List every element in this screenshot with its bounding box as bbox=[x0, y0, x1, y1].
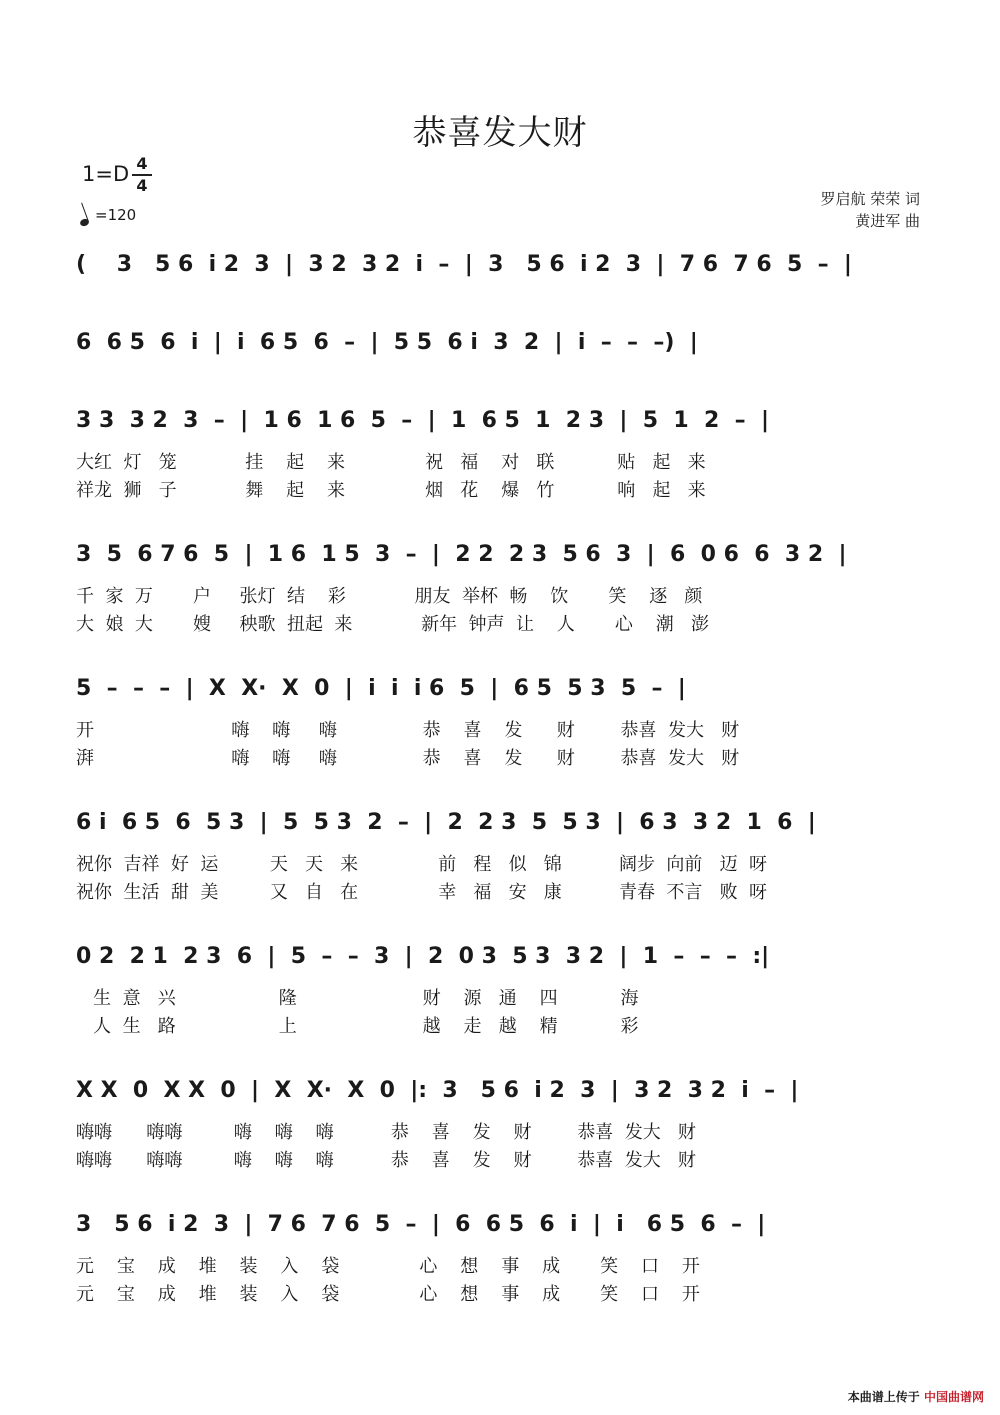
key-signature: 1=D bbox=[82, 162, 130, 186]
lyric-line-1: 千 家 万 户 张灯 结 彩 朋友 举杯 畅 饮 笑 逐 颜 bbox=[76, 586, 703, 607]
meter-top: 4 bbox=[136, 154, 148, 173]
site-logo: 中国曲谱网 bbox=[923, 1390, 984, 1404]
quarter-note-icon bbox=[79, 218, 90, 228]
notation-row: 5 – – – | X X· X 0 | i i i 6 5 | 6 5 5 3 5 – | bbox=[76, 676, 686, 701]
score-title: 恭喜发大财 bbox=[412, 113, 588, 153]
meter-bottom: 4 bbox=[136, 176, 148, 195]
footer-text: 本曲谱上传于 bbox=[847, 1390, 920, 1404]
lyric-line-1: 开 嗨 嗨 嗨 恭 喜 发 财 恭喜 发大 财 bbox=[76, 720, 740, 741]
lyric-line-2: 大 娘 大 嫂 秧歌 扭起 来 新年 钟声 让 人 心 潮 澎 bbox=[76, 614, 709, 635]
lyric-line-2: 湃 嗨 嗨 嗨 恭 喜 发 财 恭喜 发大 财 bbox=[76, 748, 740, 769]
lyric-line-1: 大红 灯 笼 挂 起 来 祝 福 对 联 贴 起 来 bbox=[76, 452, 706, 473]
lyricist-credit: 罗启航 荣荣 词 bbox=[820, 190, 920, 208]
notation-row: 6 i 6 5 6 5 3 | 5 5 3 2 – | 2 2 3 5 5 3 | 6 3 3 2 1 6 | bbox=[76, 810, 816, 835]
lyric-line-2: 嗨嗨 嗨嗨 嗨 嗨 嗨 恭 喜 发 财 恭喜 发大 财 bbox=[76, 1150, 696, 1171]
notation-row: X X 0 X X 0 | X X· X 0 |: 3 5 6 i 2 3 | 3 2 3 2 i – | bbox=[76, 1078, 799, 1103]
notation-row: 3 3 3 2 3 – | 1 6 1 6 5 – | 1 6 5 1 2 3 | 5 1 2 – | bbox=[76, 408, 769, 433]
composer-credit: 黄进军 曲 bbox=[855, 212, 920, 230]
lyric-line-2: 祝你 生活 甜 美 又 自 在 幸 福 安 康 青春 不言 败 呀 bbox=[76, 882, 768, 903]
notation-row: ( 3 5 6 i 2 3 | 3 2 3 2 i – | 3 5 6 i 2 3 | 7 6 7 6 5 – | bbox=[76, 252, 852, 277]
notation-row: 3 5 6 i 2 3 | 7 6 7 6 5 – | 6 6 5 6 i | i 6 5 6 – | bbox=[76, 1212, 766, 1237]
lyric-line-1: 嗨嗨 嗨嗨 嗨 嗨 嗨 恭 喜 发 财 恭喜 发大 财 bbox=[76, 1122, 696, 1143]
lyric-line-1: 生 意 兴 隆 财 源 通 四 海 bbox=[76, 988, 639, 1009]
notation-row: 6 6 5 6 i | i 6 5 6 – | 5 5 6 i 3 2 | i – – –) | bbox=[76, 330, 698, 355]
notation-row: 0 2 2 1 2 3 6 | 5 – – 3 | 2 0 3 5 3 3 2 | 1 – – – :| bbox=[76, 944, 770, 969]
time-signature bbox=[132, 155, 152, 195]
lyric-line-1: 祝你 吉祥 好 运 天 天 来 前 程 似 锦 阔步 向前 迈 呀 bbox=[76, 854, 768, 875]
lyric-line-1: 元 宝 成 堆 装 入 袋 心 想 事 成 笑 口 开 bbox=[76, 1256, 700, 1277]
tempo-marking: =120 bbox=[80, 206, 136, 224]
notation-row: 3 5 6 7 6 5 | 1 6 1 5 3 – | 2 2 2 3 5 6 3 | 6 0 6 6 3 2 | bbox=[76, 542, 847, 567]
footer bbox=[848, 1388, 984, 1405]
lyric-line-2: 祥龙 狮 子 舞 起 来 烟 花 爆 竹 响 起 来 bbox=[76, 480, 706, 501]
lyric-line-2: 元 宝 成 堆 装 入 袋 心 想 事 成 笑 口 开 bbox=[76, 1284, 700, 1305]
lyric-line-2: 人 生 路 上 越 走 越 精 彩 bbox=[76, 1016, 639, 1037]
